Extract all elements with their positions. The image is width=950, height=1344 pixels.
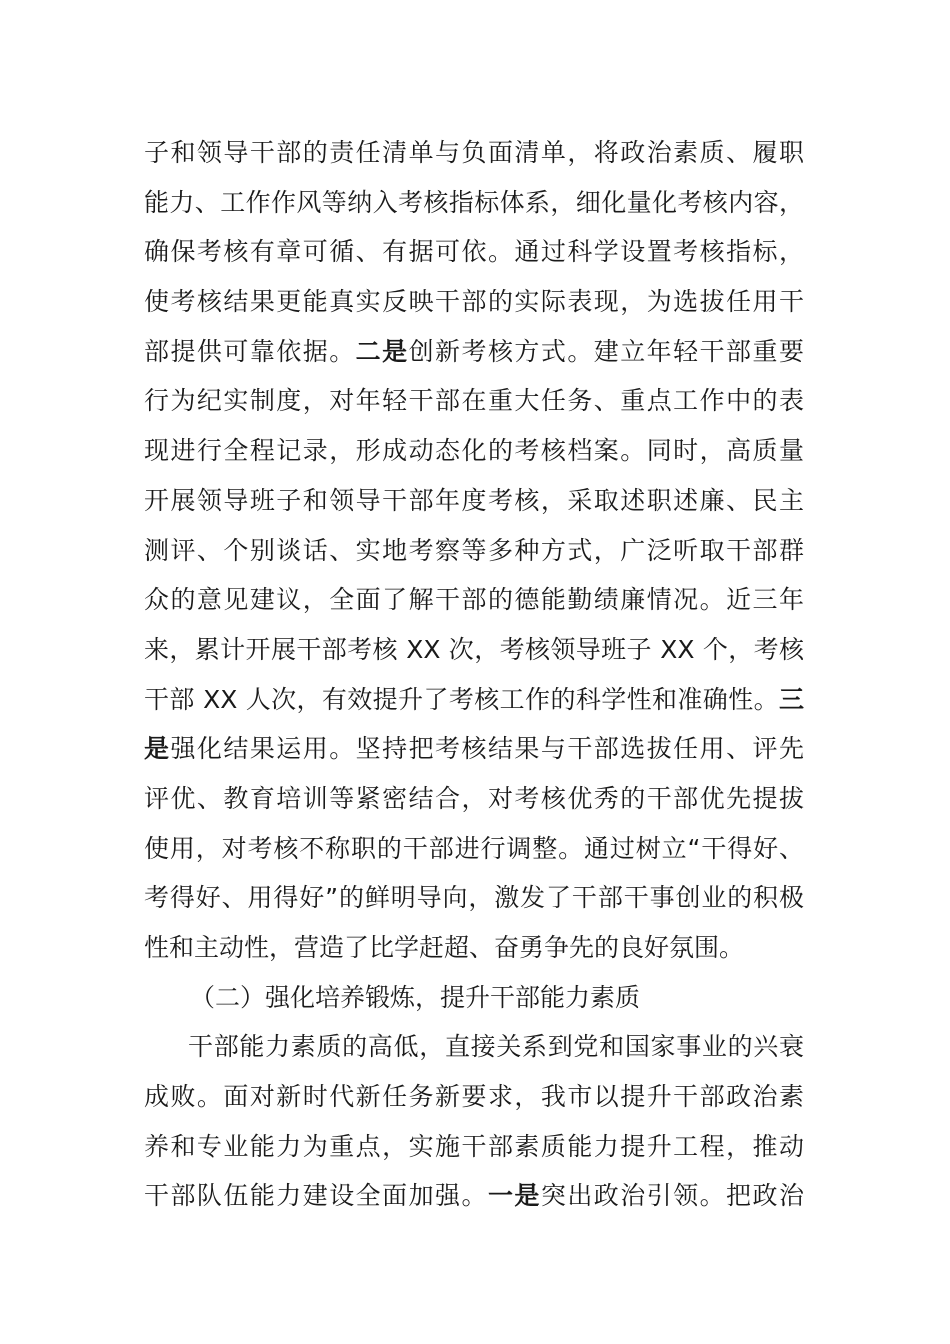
bold-lead-text: 一是 — [487, 1181, 541, 1211]
paragraph-line — [144, 724, 804, 774]
paragraph-line — [144, 873, 804, 923]
text-run: 养和专业能力为重点，实施干部素质能力提升工程，推动 — [144, 1131, 804, 1161]
document-body — [144, 128, 804, 1221]
section-heading — [144, 973, 804, 1023]
paragraph-line — [144, 178, 804, 228]
text-run: 部提供可靠依据。 — [144, 336, 356, 366]
paragraph-line — [144, 426, 804, 476]
text-run: （二）强化培养锻炼，提升干部能力素质 — [190, 982, 641, 1012]
text-run: 强化结果运用。坚持把考核结果与干部选拔任用、评先 — [170, 734, 804, 764]
text-run: 创新考核方式。建立年轻干部重要 — [408, 336, 804, 366]
paragraph-line — [144, 1171, 804, 1221]
text-run: 子和领导干部的责任清单与负面清单，将政治素质、履职 — [144, 138, 804, 167]
text-run: 突出政治引领。把政治 — [540, 1181, 804, 1211]
text-run: 使用，对考核不称职的干部进行调整。通过树立“干得好、 — [144, 833, 804, 863]
text-run: 评优、教育培训等紧密结合，对考核优秀的干部优先提拔 — [144, 783, 804, 813]
bold-lead-text: 是 — [144, 734, 171, 764]
paragraph-line — [144, 675, 804, 725]
paragraph-line — [144, 575, 804, 625]
text-run: 使考核结果更能真实反映干部的实际表现，为选拔任用干 — [144, 287, 804, 317]
text-run: 众的意见建议，全面了解干部的德能勤绩廉情况。近三年 — [144, 585, 804, 615]
text-run: 行为纪实制度，对年轻干部在重大任务、重点工作中的表 — [144, 386, 804, 416]
paragraph-line — [144, 625, 804, 675]
paragraph-line — [144, 774, 804, 824]
text-run: 干部能力素质的高低，直接关系到党和国家事业的兴衰 — [188, 1032, 804, 1062]
paragraph-line — [144, 376, 804, 426]
text-run: 来，累计开展干部考核 XX 次，考核领导班子 XX 个，考核 — [144, 634, 804, 664]
paragraph-line — [144, 1022, 804, 1072]
paragraph-line — [144, 526, 804, 576]
text-run: 确保考核有章可循、有据可依。通过科学设置考核指标， — [144, 237, 804, 267]
paragraph-line — [144, 128, 804, 178]
paragraph-line — [144, 923, 804, 973]
paragraph-line — [144, 1122, 804, 1172]
paragraph-line — [144, 327, 804, 377]
text-run: 考得好、用得好”的鲜明导向，激发了干部干事创业的积极 — [144, 883, 804, 913]
paragraph-line — [144, 824, 804, 874]
text-run: 干部 XX 人次，有效提升了考核工作的科学性和准确性。 — [144, 684, 779, 714]
bold-lead-text: 三 — [778, 684, 804, 714]
text-run: 能力、工作作风等纳入考核指标体系，细化量化考核内容， — [144, 187, 804, 217]
text-run: 性和主动性，营造了比学赶超、奋勇争先的良好氛围。 — [144, 933, 745, 962]
paragraph-line — [144, 476, 804, 526]
bold-lead-text: 二是 — [355, 336, 409, 366]
text-run: 干部队伍能力建设全面加强。 — [144, 1181, 488, 1211]
text-run: 开展领导班子和领导干部年度考核，采取述职述廉、民主 — [144, 485, 804, 515]
paragraph-line — [144, 227, 804, 277]
text-run: 成败。面对新时代新任务新要求，我市以提升干部政治素 — [144, 1082, 804, 1112]
text-run: 测评、个别谈话、实地考察等多种方式，广泛听取干部群 — [144, 535, 804, 565]
paragraph-line — [144, 1072, 804, 1122]
paragraph-line — [144, 277, 804, 327]
text-run: 现进行全程记录，形成动态化的考核档案。同时，高质量 — [144, 436, 804, 466]
